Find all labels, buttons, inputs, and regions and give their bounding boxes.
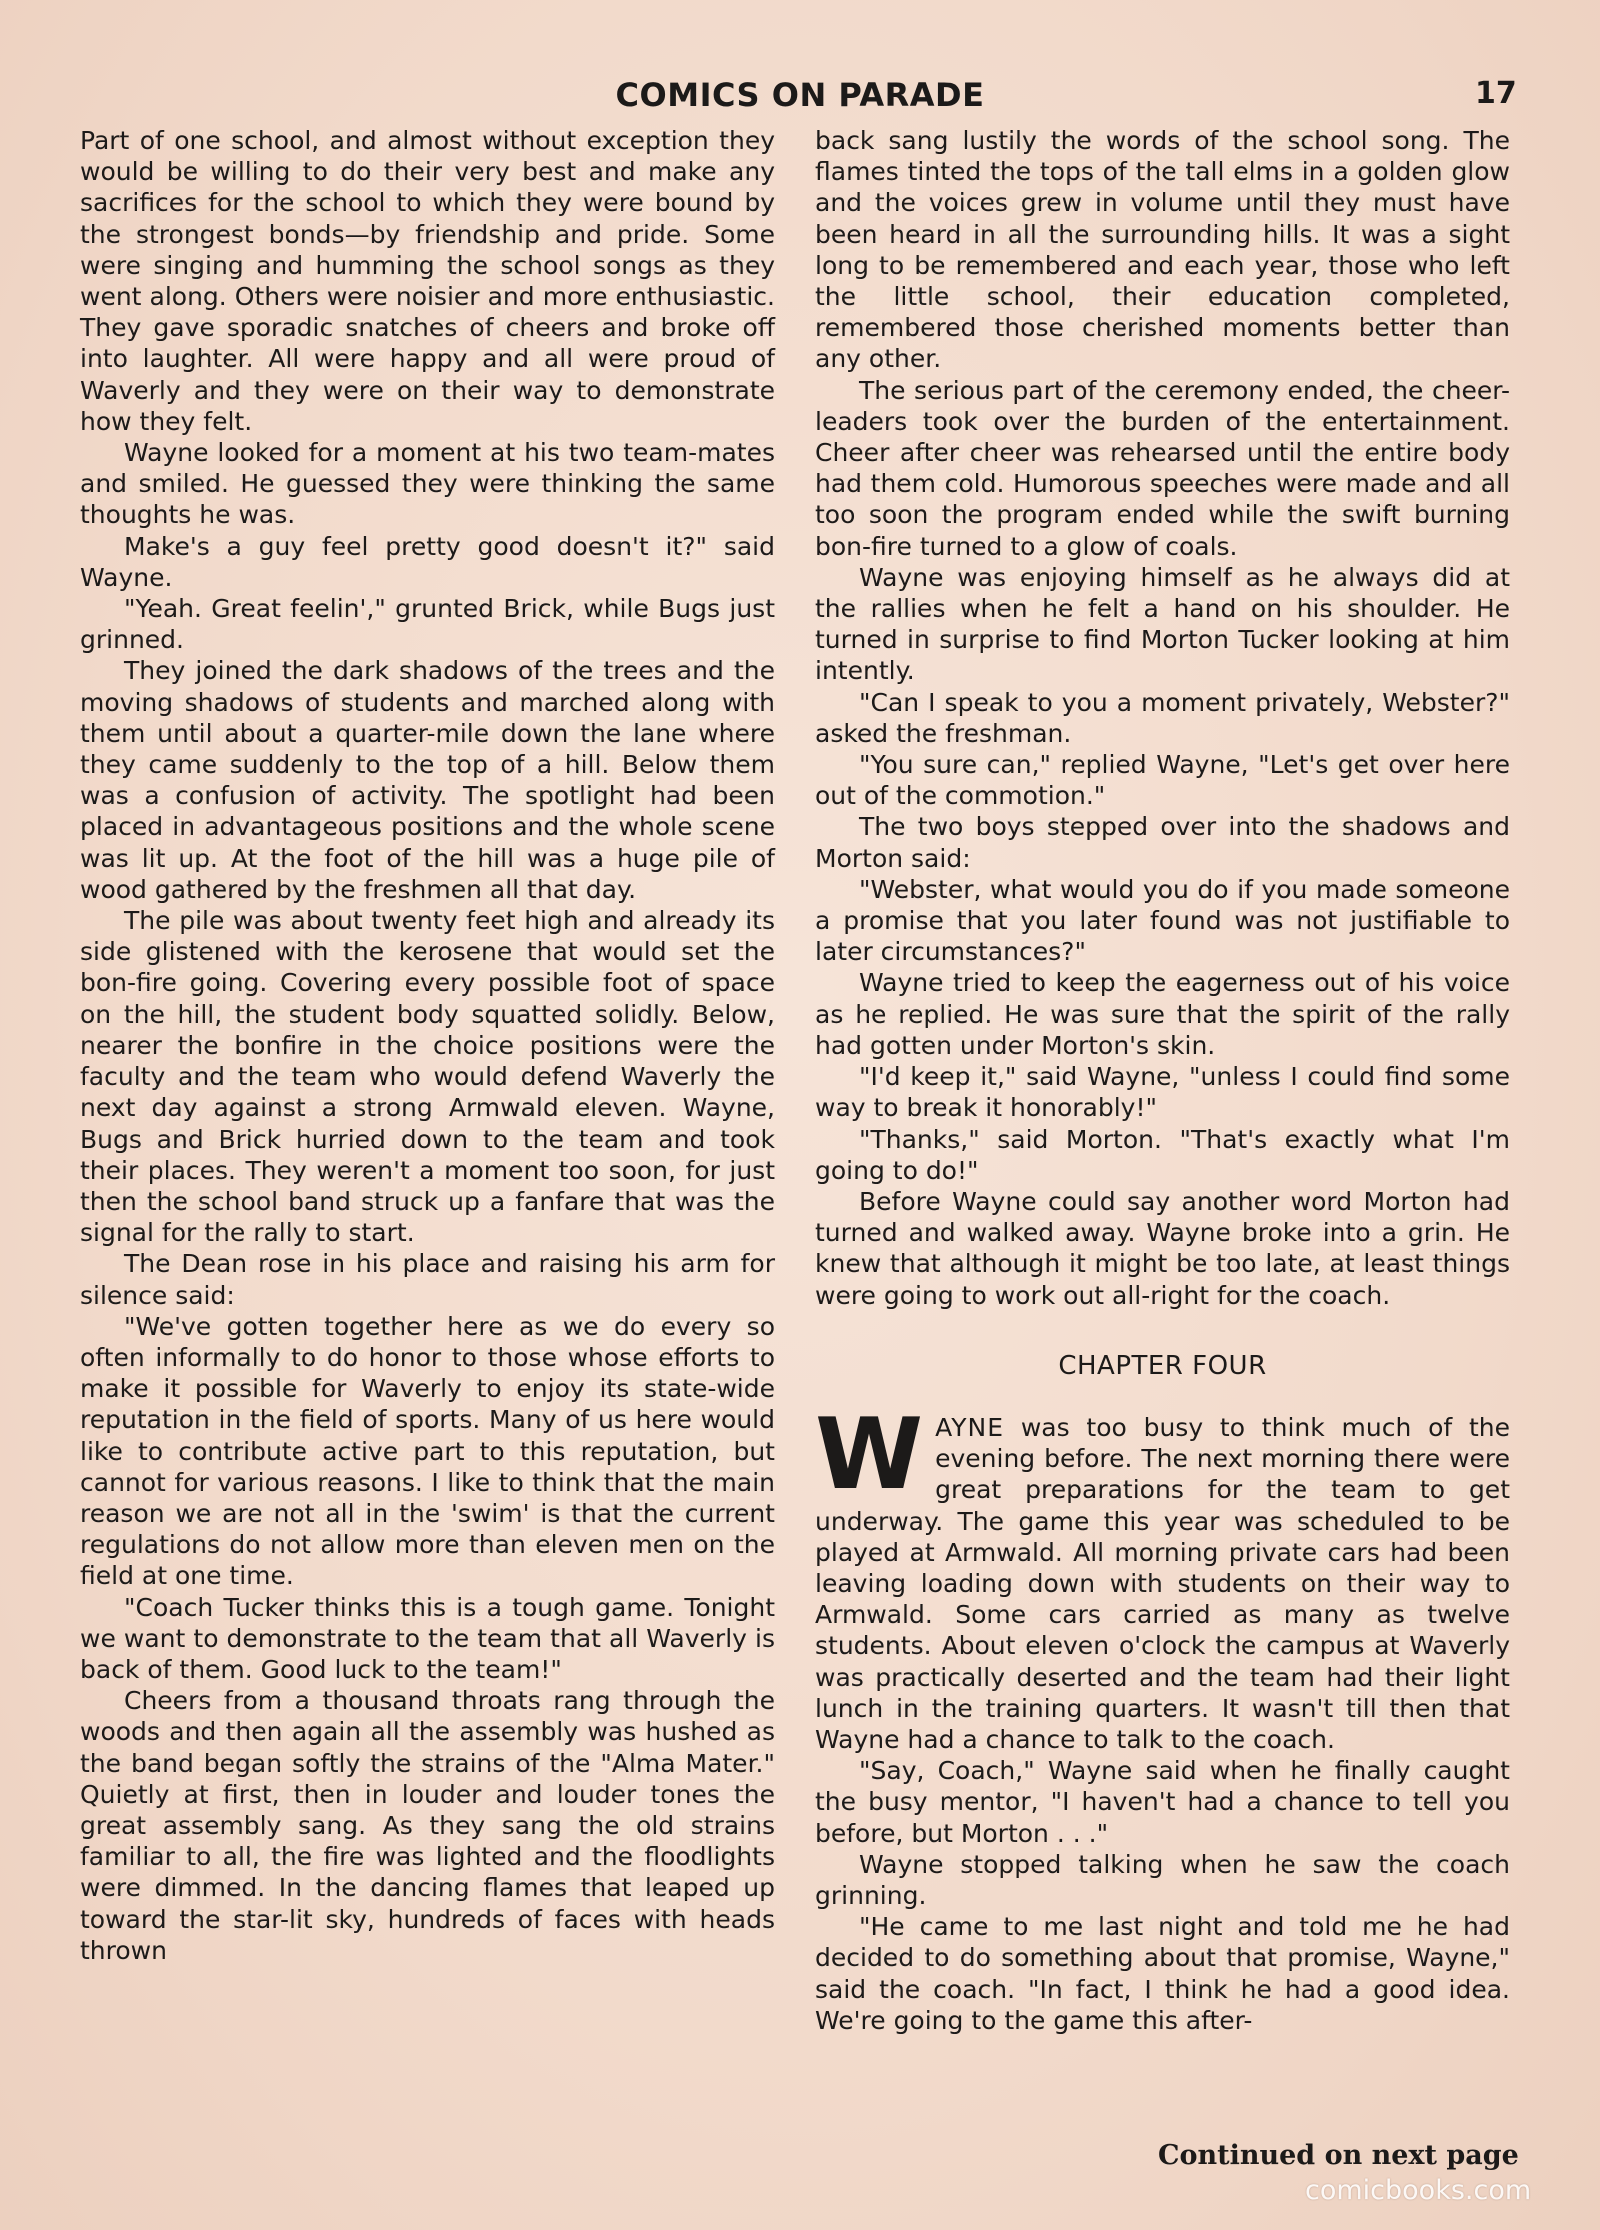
- paragraph: Wayne stopped talking when he saw the coach grinning.: [815, 1849, 1510, 1910]
- left-column: [80, 125, 775, 1966]
- page-title: COMICS ON PARADE: [615, 76, 985, 114]
- paragraph: Before Wayne could say another word Morton had turned and walked away. Wayne broke into a grin. He knew that although it might be too late, at least things were going to work out all-right for the coach.: [815, 1186, 1510, 1310]
- paragraph: Make's a guy feel pretty good doesn't it?" said Wayne.: [80, 531, 775, 592]
- paragraph: They joined the dark shadows of the trees and the moving shadows of students and marched along with them until about a quarter-mile down the lane where they came suddenly to the top of a hill. Below them was a confusion of activity. The spotlight had been placed in advantageous positions and the whole scene was lit up. At the foot of the hill was a huge pile of wood gathered by the freshmen all that day.: [80, 656, 775, 904]
- drop-cap: W: [815, 1397, 924, 1512]
- chapter-heading: CHAPTER FOUR: [1058, 1350, 1267, 1381]
- paragraph: Wayne tried to keep the eagerness out of his voice as he replied. He was sure that the spirit of the rally had gotten under Morton's skin.: [815, 968, 1510, 1060]
- watermark: comicbooks.com: [1305, 2175, 1532, 2206]
- paragraph: Cheers from a thousand throats rang through the woods and then again all the assembly was hushed as the band began softly the strains of the "Alma Mater." Quietly at first, then in louder and louder tones the great assembly sang. As they sang the old strains familiar to all, the fire was lighted and the floodlights were dimmed. In the dancing flames that leaped up toward the star-lit sky, hundreds of faces with heads thrown: [80, 1686, 775, 1965]
- paragraph: The two boys stepped over into the shadows and Morton said:: [815, 812, 1510, 873]
- paragraph: "I'd keep it," said Wayne, "unless I could find some way to break it honorably!": [815, 1062, 1510, 1123]
- right-column: [815, 125, 1510, 2036]
- paragraph: "Yeah. Great feelin'," grunted Brick, while Bugs just grinned.: [80, 594, 775, 655]
- paragraph: Wayne was enjoying himself as he always did at the rallies when he felt a hand on his shoulder. He turned in surprise to find Morton Tucker looking at him intently.: [815, 562, 1510, 686]
- chapter-opening: [815, 1397, 1510, 1755]
- continued-notice: Continued on next page: [1158, 2140, 1519, 2171]
- chapter-first-word: AYNE: [935, 1412, 1005, 1442]
- paragraph: Wayne looked for a moment at his two team-mates and smiled. He guessed they were thinking the same thoughts he was.: [80, 438, 775, 530]
- page-number: 17: [1475, 76, 1517, 111]
- paragraph: "Say, Coach," Wayne said when he finally caught the busy mentor, "I haven't had a chance to tell you before, but Morton . . .": [815, 1756, 1510, 1848]
- paragraph: "Can I speak to you a moment privately, Webster?" asked the freshman.: [815, 687, 1510, 748]
- paragraph: "Coach Tucker thinks this is a tough game. Tonight we want to demonstrate to the team that all Waverly is back of them. Good luck to the team!": [80, 1592, 775, 1684]
- paragraph: "He came to me last night and told me he had decided to do something about that promise, Wayne," said the coach. "In fact, I think he had a good idea. We're going to the game this after-: [815, 1912, 1510, 2035]
- chapter-first-paragraph: [815, 1397, 1510, 1755]
- chapter-first-paragraph-text: was too busy to think much of the evening before. The next morning there were great preparations for the team to get underway. The game this year was scheduled to be played at Armwald. All morning private cars had been leaving loading down with students on their way to Armwald. Some cars carried as many as twelve students. About eleven o'clock the campus at Waverly was practically deserted and the team had their light lunch in the training quarters. It wasn't till then that Wayne had a chance to talk to the coach.: [815, 1412, 1510, 1754]
- paragraph: The pile was about twenty feet high and already its side glistened with the kerosene that would set the bon-fire going. Covering every possible foot of space on the hill, the student body squatted solidly. Below, nearer the bonfire in the choice positions were the faculty and the team who would defend Waverly the next day against a strong Armwald eleven. Wayne, Bugs and Brick hurried down to the team and took their places. They weren't a moment too soon, for just then the school band struck up a fanfare that was the signal for the rally to start.: [80, 906, 775, 1248]
- paragraph: "We've gotten together here as we do every so often informally to do honor to those whose efforts to make it possible for Waverly to enjoy its state-wide reputation in the field of sports. Many of us here would like to contribute active part to this reputation, but cannot for various reasons. I like to think that the main reason we are not all in the 'swim' is that the current regulations do not allow more than eleven men on the field at one time.: [80, 1311, 775, 1591]
- page-header: [0, 76, 1600, 120]
- paragraph: The Dean rose in his place and raising his arm for silence said:: [80, 1249, 775, 1310]
- paragraph: back sang lustily the words of the school song. The flames tinted the tops of the tall elms in a golden glow and the voices grew in volume until they must have been heard in all the surrounding hills. It was a sight long to be remembered and each year, those who left the little school, their education completed, remembered those cherished moments better than any other.: [815, 126, 1510, 374]
- paragraph: "Thanks," said Morton. "That's exactly what I'm going to do!": [815, 1124, 1510, 1185]
- paragraph: The serious part of the ceremony ended, the cheer-leaders took over the burden of the entertainment. Cheer after cheer was rehearsed until the entire body had them cold. Humorous speeches were made and all too soon the program ended while the swift burning bon-fire turned to a glow of coals.: [815, 375, 1510, 561]
- paragraph: Part of one school, and almost without exception they would be willing to do their very best and make any sacrifices for the school to which they were bound by the strongest bonds—by friendship and pride. Some were singing and humming the school songs as they went along. Others were noisier and more enthusiastic. They gave sporadic snatches of cheers and broke off into laughter. All were happy and all were proud of Waverly and they were on their way to demonstrate how they felt.: [80, 126, 775, 436]
- paragraph: "You sure can," replied Wayne, "Let's get over here out of the commotion.": [815, 750, 1510, 811]
- paragraph: "Webster, what would you do if you made someone a promise that you later found was not justifiable to later circumstances?": [815, 874, 1510, 967]
